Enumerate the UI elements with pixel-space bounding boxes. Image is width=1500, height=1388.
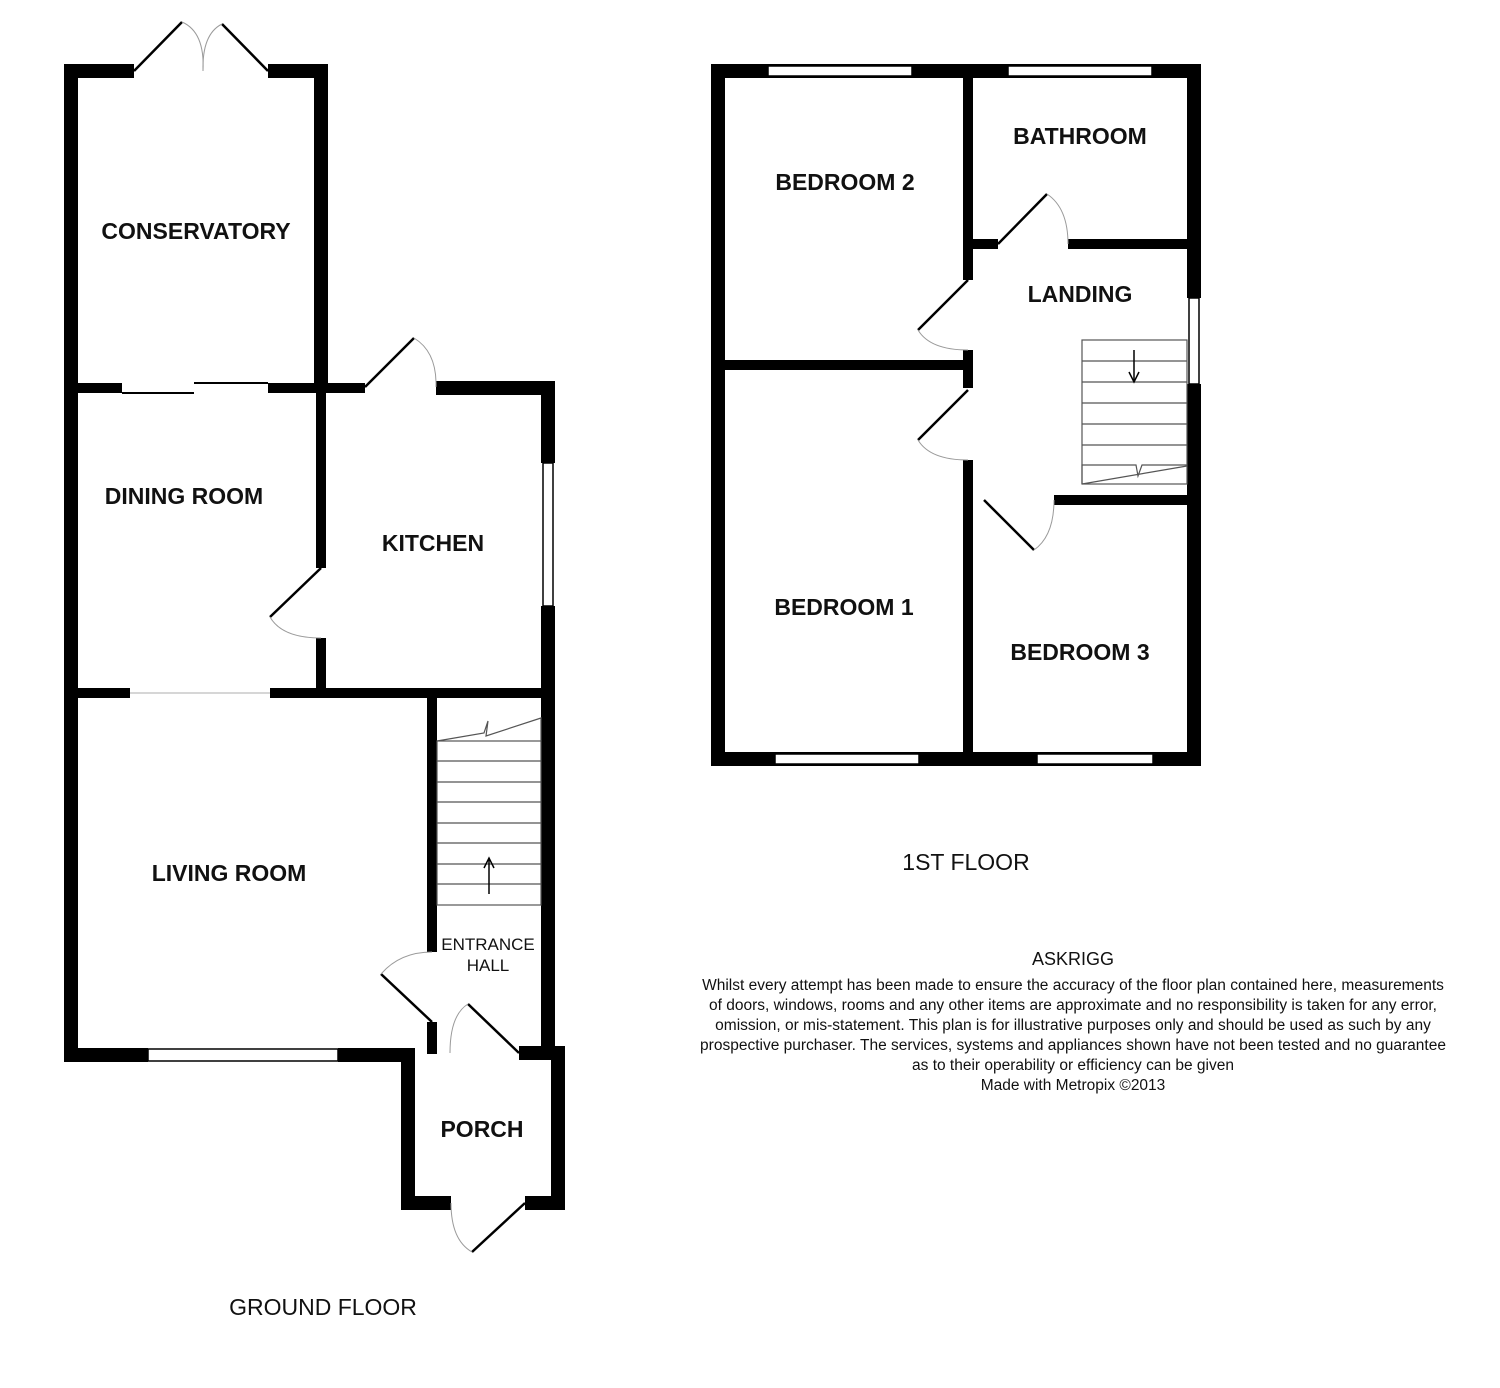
ground-floor-title: GROUND FLOOR (229, 1294, 417, 1320)
porch-inner-door (450, 1004, 519, 1053)
dining-room-label: DINING ROOM (104, 483, 264, 509)
bedroom-1-door (918, 390, 968, 460)
first-floor-plan (711, 64, 1201, 875)
living-room-window (148, 1049, 338, 1061)
porch-label: PORCH (440, 1116, 524, 1142)
bedroom-2-label: BEDROOM 2 (775, 169, 915, 195)
dining-kitchen-door (270, 568, 321, 638)
living-room-label: LIVING ROOM (151, 860, 307, 886)
kitchen-window (543, 463, 553, 606)
bedroom-3-door (984, 500, 1054, 550)
bathroom-door (998, 194, 1068, 244)
bedroom-1-window (775, 754, 919, 764)
disclaimer-line: Whilst every attempt has been made to ensure the accuracy of the floor plan contained here, measurements (702, 977, 1444, 994)
bathroom-label: BATHROOM (1013, 123, 1147, 149)
property-name: ASKRIGG (1031, 949, 1115, 969)
disclaimer-line: as to their operability or efficiency can be given (912, 1057, 1234, 1074)
bedroom-3-label: BEDROOM 3 (1010, 639, 1150, 665)
living-room-door (381, 952, 432, 1022)
metropix-credit: Made with Metropix ©2013 (980, 1077, 1166, 1094)
bathroom-window (1008, 66, 1152, 76)
first-floor-title: 1ST FLOOR (902, 849, 1030, 875)
first-floor-staircase (1082, 340, 1187, 484)
entrance-hall-label-line1: ENTRANCE (441, 935, 535, 954)
kitchen-label: KITCHEN (381, 530, 485, 556)
bedroom-1-label: BEDROOM 1 (774, 594, 914, 620)
landing-label: LANDING (1027, 281, 1133, 307)
front-door (451, 1203, 525, 1252)
disclaimer-line: of doors, windows, rooms and any other items are approximate and no responsibility is taken for any error, (708, 997, 1438, 1014)
disclaimer-line: omission, or mis-statement. This plan is for illustrative purposes only and should be used as such by any (715, 1017, 1431, 1034)
bedroom-3-window (1037, 754, 1153, 764)
bedroom-2-door (918, 280, 968, 350)
kitchen-door (365, 338, 436, 387)
ground-floor-openings (122, 383, 270, 693)
ground-floor-staircase (437, 718, 541, 905)
disclaimer-block (700, 949, 1446, 1094)
conservatory-label: CONSERVATORY (101, 218, 291, 244)
bedroom-2-window (768, 66, 912, 76)
conservatory-french-doors (134, 22, 268, 71)
entrance-hall-label-line2: HALL (466, 956, 510, 975)
ground-floor-doors (134, 22, 525, 1252)
disclaimer-line: prospective purchaser. The services, systems and appliances shown have not been tested and no guarantee (700, 1037, 1446, 1054)
landing-window (1189, 298, 1199, 384)
ground-floor-plan (64, 22, 565, 1320)
